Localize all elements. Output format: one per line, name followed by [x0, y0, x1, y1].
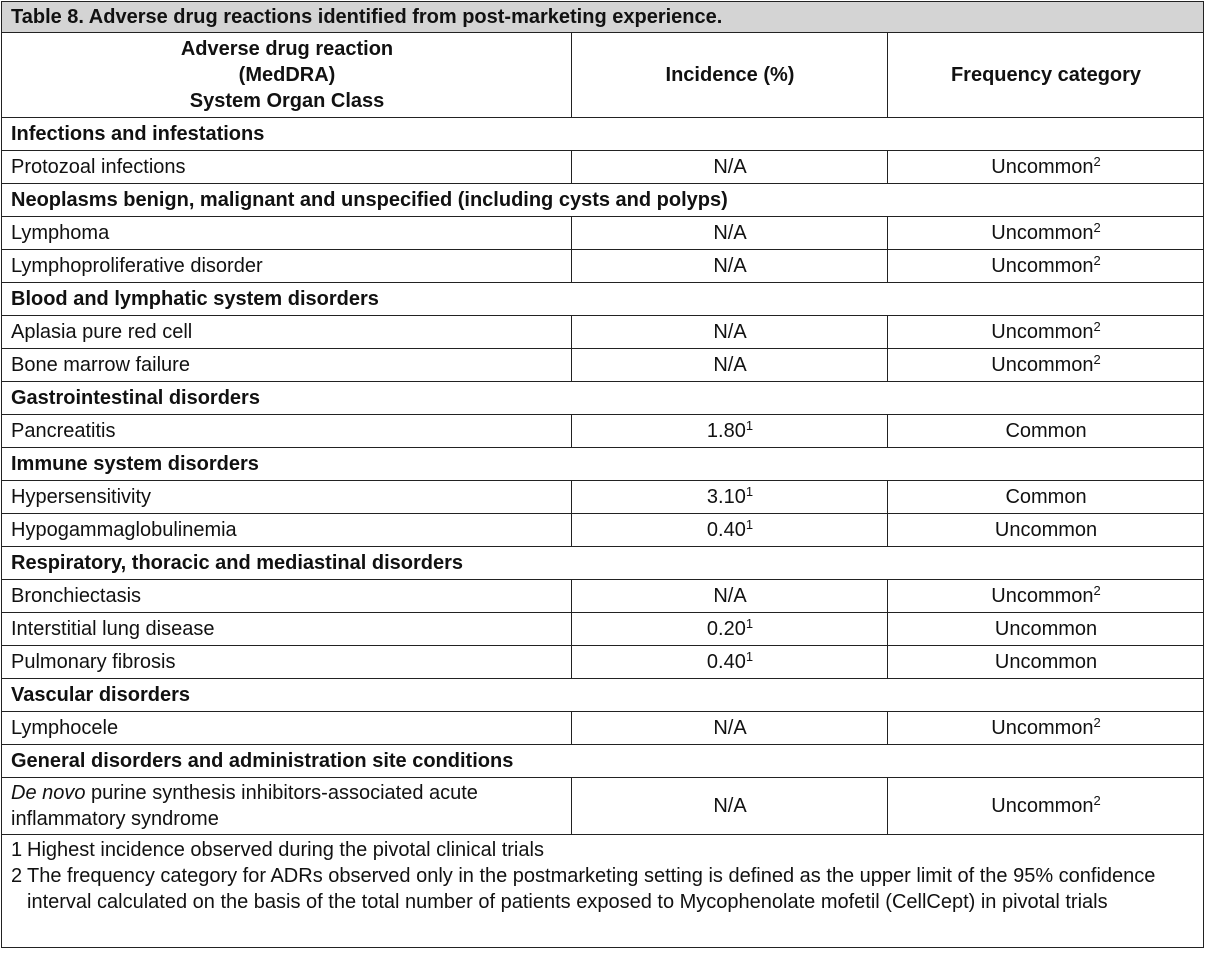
footnote-marker: 2 [1093, 793, 1101, 808]
category-row [2, 448, 1204, 481]
category-row [2, 184, 1204, 217]
incidence-cell [572, 250, 888, 283]
header-reaction-line1: Adverse drug reaction [180, 38, 394, 60]
table-row [2, 349, 1204, 382]
frequency-value: Uncommon [991, 222, 1094, 244]
incidence-cell [572, 217, 888, 250]
frequency-value: Uncommon [994, 651, 1098, 673]
reaction-cell: Bone marrow failure [2, 349, 572, 382]
reaction-italic-text: De novo [11, 782, 86, 804]
frequency-value: Uncommon [991, 321, 1094, 343]
incidence-cell [572, 151, 888, 184]
header-incidence: Incidence (%) [572, 33, 888, 118]
reaction-cell: Pulmonary fibrosis [2, 646, 572, 679]
footnote-number: 2 [11, 865, 23, 887]
frequency-cell [888, 217, 1204, 250]
footnotes-cell [2, 835, 1204, 948]
frequency-value: Uncommon [991, 354, 1094, 376]
table-row [2, 613, 1204, 646]
footnote-text: Highest incidence observed during the pivotal clinical trials [27, 839, 544, 861]
footnote-marker: 2 [1093, 220, 1101, 235]
frequency-value: Uncommon [994, 618, 1098, 640]
category-label: Blood and lymphatic system disorders [2, 283, 1204, 316]
footnote-marker: 2 [1093, 253, 1101, 268]
incidence-value: 1.80 [706, 420, 746, 442]
incidence-value: 3.10 [706, 486, 746, 508]
table-row [2, 481, 1204, 514]
table-row [2, 151, 1204, 184]
incidence-value: N/A [713, 156, 747, 178]
frequency-cell [888, 481, 1204, 514]
footnote-marker: 1 [745, 484, 754, 499]
reaction-cell: Lymphocele [2, 712, 572, 745]
category-row [2, 679, 1204, 712]
reaction-cell: Bronchiectasis [2, 580, 572, 613]
frequency-value: Uncommon [991, 585, 1094, 607]
frequency-value: Common [1005, 420, 1087, 442]
category-label: Infections and infestations [2, 118, 1204, 151]
incidence-value: 0.40 [706, 651, 746, 673]
incidence-cell: N/A [572, 778, 888, 835]
incidence-cell [572, 481, 888, 514]
table-row [2, 580, 1204, 613]
frequency-cell [888, 514, 1204, 547]
footnote-marker: 1 [745, 517, 754, 532]
adr-table-container [1, 1, 1203, 948]
table-title-row [2, 2, 1204, 33]
reaction-cell: Protozoal infections [2, 151, 572, 184]
frequency-cell [888, 349, 1204, 382]
reaction-cell: Lymphoproliferative disorder [2, 250, 572, 283]
footnote-marker: 2 [1093, 319, 1101, 334]
frequency-value: Uncommon [991, 717, 1094, 739]
table-row [2, 646, 1204, 679]
reaction-cell: Lymphoma [2, 217, 572, 250]
table-row [2, 712, 1204, 745]
incidence-cell [572, 646, 888, 679]
incidence-cell [572, 613, 888, 646]
incidence-value: N/A [713, 717, 747, 739]
category-row [2, 118, 1204, 151]
incidence-value: N/A [713, 585, 747, 607]
incidence-cell [572, 349, 888, 382]
reaction-cell: Pancreatitis [2, 415, 572, 448]
table-row [2, 217, 1204, 250]
reaction-text: purine synthesis inhibitors-associated acute inflammatory syndrome [11, 782, 478, 830]
footnote-marker: 1 [745, 649, 754, 664]
header-adverse-drug-reaction [2, 33, 572, 118]
frequency-cell [888, 613, 1204, 646]
category-label: Respiratory, thoracic and mediastinal disorders [2, 547, 1204, 580]
frequency-value: Uncommon [991, 255, 1094, 277]
reaction-cell: Interstitial lung disease [2, 613, 572, 646]
table-row [2, 250, 1204, 283]
frequency-value: Uncommon [991, 156, 1094, 178]
footnote-marker: 2 [1093, 583, 1101, 598]
footnote-marker: 2 [1093, 715, 1101, 730]
category-row [2, 745, 1204, 778]
footnotes-row [2, 835, 1204, 948]
incidence-value: N/A [713, 255, 747, 277]
footnote-marker: 1 [745, 418, 754, 433]
incidence-value: N/A [713, 354, 747, 376]
incidence-cell [572, 316, 888, 349]
footnote-marker: 2 [1093, 352, 1101, 367]
incidence-cell [572, 580, 888, 613]
frequency-cell [888, 316, 1204, 349]
footnote-marker: 1 [745, 616, 754, 631]
header-reaction-line3: System Organ Class [189, 90, 385, 112]
reaction-cell: Hypersensitivity [2, 481, 572, 514]
footnote-marker: 2 [1093, 154, 1101, 169]
incidence-cell [572, 514, 888, 547]
incidence-cell [572, 415, 888, 448]
adverse-drug-reactions-table [1, 1, 1204, 948]
category-row [2, 547, 1204, 580]
table-header-row [2, 33, 1204, 118]
incidence-cell [572, 712, 888, 745]
frequency-cell [888, 712, 1204, 745]
incidence-value: 0.20 [706, 618, 746, 640]
frequency-cell [888, 580, 1204, 613]
category-label: Immune system disorders [2, 448, 1204, 481]
category-label: Vascular disorders [2, 679, 1204, 712]
frequency-value: Uncommon [994, 519, 1098, 541]
footnote-2 [11, 863, 1195, 915]
frequency-value: Common [1005, 486, 1087, 508]
reaction-cell: Hypogammaglobulinemia [2, 514, 572, 547]
footnote-number: 1 [11, 839, 23, 861]
frequency-cell [888, 415, 1204, 448]
footnote-1 [11, 837, 1195, 863]
header-frequency-category: Frequency category [888, 33, 1204, 118]
reaction-cell [2, 778, 572, 835]
category-row [2, 382, 1204, 415]
table-row [2, 316, 1204, 349]
header-reaction-line2: (MedDRA) [238, 64, 336, 86]
frequency-cell [888, 778, 1204, 835]
footnote-text: The frequency category for ADRs observed only in the postmarketing setting is defined as the upper limit of the 95% confidence interval calculated on the basis of the total number of patients exposed to Mycophenolate mofetil (CellCept) in pivotal trials [27, 865, 1156, 913]
incidence-value: 0.40 [706, 519, 746, 541]
frequency-cell [888, 151, 1204, 184]
table-row [2, 415, 1204, 448]
frequency-cell [888, 250, 1204, 283]
frequency-cell [888, 646, 1204, 679]
table-title: Table 8. Adverse drug reactions identified from post-marketing experience. [2, 2, 1204, 33]
category-label: Neoplasms benign, malignant and unspecified (including cysts and polyps) [2, 184, 1204, 217]
table-row [2, 514, 1204, 547]
category-label: Gastrointestinal disorders [2, 382, 1204, 415]
incidence-value: N/A [713, 222, 747, 244]
table-row [2, 778, 1204, 835]
incidence-value: N/A [713, 321, 747, 343]
category-label: General disorders and administration site conditions [2, 745, 1204, 778]
reaction-cell: Aplasia pure red cell [2, 316, 572, 349]
category-row [2, 283, 1204, 316]
frequency-text: Uncommon [991, 795, 1094, 817]
